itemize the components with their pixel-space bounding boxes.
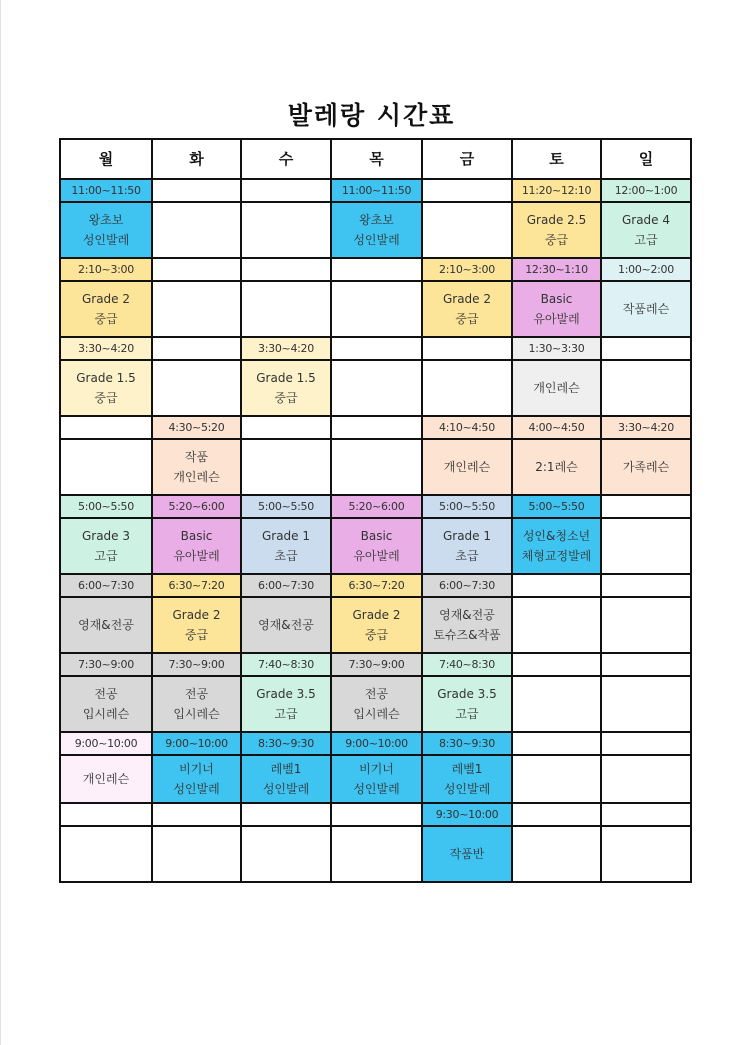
time-slot-sun [601,495,691,518]
time-slot-tue [152,803,241,826]
time-slot-sat [512,803,601,826]
time-slot-mon [60,803,152,826]
class-cell-mon [60,826,152,882]
time-slot-wed: 7:40~8:30 [241,653,331,676]
class-cell-thu: 전공 입시레슨 [331,676,422,732]
time-slot-tue: 4:30~5:20 [152,416,241,439]
time-slot-sat [512,653,601,676]
class-cell-sat [512,755,601,803]
class-row [60,360,691,416]
page-edge [0,0,1,1045]
time-slot-sat: 5:00~5:50 [512,495,601,518]
class-cell-tue [152,360,241,416]
day-header-tue: 화 [152,139,241,179]
timetable-body [60,139,691,882]
class-cell-sun [601,755,691,803]
class-cell-sat: Basic 유아발레 [512,281,601,337]
time-slot-thu: 6:30~7:20 [331,574,422,597]
time-slot-mon: 6:00~7:30 [60,574,152,597]
class-row [60,439,691,495]
class-cell-sat: 2:1레슨 [512,439,601,495]
time-slot-wed [241,416,331,439]
time-slot-wed [241,179,331,202]
time-slot-wed: 3:30~4:20 [241,337,331,360]
class-cell-mon: 개인레슨 [60,755,152,803]
class-cell-sun [601,360,691,416]
time-slot-sat [512,574,601,597]
class-row [60,676,691,732]
class-cell-thu: Basic 유아발레 [331,518,422,574]
class-cell-wed [241,439,331,495]
class-cell-thu: Grade 2 중급 [331,597,422,653]
class-row [60,755,691,803]
class-cell-sat [512,597,601,653]
class-cell-wed: 영재&전공 [241,597,331,653]
class-cell-fri: Grade 1 초급 [422,518,512,574]
time-row [60,803,691,826]
time-slot-fri: 8:30~9:30 [422,732,512,755]
class-cell-sat [512,676,601,732]
class-cell-sun: 가족레슨 [601,439,691,495]
page-title: 발레랑 시간표 [287,101,456,130]
class-cell-fri: 영재&전공 토슈즈&작품 [422,597,512,653]
class-cell-sat: 개인레슨 [512,360,601,416]
day-header-row [60,139,691,179]
class-cell-sun [601,676,691,732]
class-cell-tue: Grade 2 중급 [152,597,241,653]
time-slot-sun: 3:30~4:20 [601,416,691,439]
time-slot-mon: 3:30~4:20 [60,337,152,360]
class-cell-tue: Basic 유아발레 [152,518,241,574]
class-cell-tue [152,281,241,337]
time-slot-fri: 5:00~5:50 [422,495,512,518]
time-slot-sun [601,653,691,676]
time-slot-wed: 6:00~7:30 [241,574,331,597]
class-cell-sun [601,826,691,882]
class-cell-mon: 전공 입시레슨 [60,676,152,732]
class-cell-sat: Grade 2.5 중급 [512,202,601,258]
class-cell-wed: Grade 1.5 중급 [241,360,331,416]
time-row [60,732,691,755]
time-slot-sun: 1:00~2:00 [601,258,691,281]
class-cell-wed [241,202,331,258]
time-slot-fri: 7:40~8:30 [422,653,512,676]
time-slot-thu [331,258,422,281]
time-slot-fri: 6:00~7:30 [422,574,512,597]
time-slot-sat: 11:20~12:10 [512,179,601,202]
day-header-mon: 월 [60,139,152,179]
day-header-fri: 금 [422,139,512,179]
class-row [60,597,691,653]
class-cell-thu [331,360,422,416]
class-cell-mon: 영재&전공 [60,597,152,653]
day-header-sat: 토 [512,139,601,179]
class-cell-wed [241,281,331,337]
class-cell-fri: Grade 2 중급 [422,281,512,337]
time-slot-wed: 8:30~9:30 [241,732,331,755]
class-cell-fri [422,360,512,416]
class-cell-fri: 작품반 [422,826,512,882]
day-header-sun: 일 [601,139,691,179]
class-cell-sat [512,826,601,882]
class-cell-mon: 왕초보 성인발레 [60,202,152,258]
time-slot-fri: 2:10~3:00 [422,258,512,281]
time-slot-fri: 4:10~4:50 [422,416,512,439]
class-cell-mon: Grade 2 중급 [60,281,152,337]
time-slot-sat [512,732,601,755]
time-slot-thu: 5:20~6:00 [331,495,422,518]
class-cell-sun [601,597,691,653]
class-cell-thu [331,439,422,495]
time-slot-fri [422,337,512,360]
time-slot-mon: 11:00~11:50 [60,179,152,202]
class-cell-fri: 레벨1 성인발레 [422,755,512,803]
time-row [60,258,691,281]
class-cell-wed [241,826,331,882]
time-slot-tue [152,258,241,281]
time-slot-thu: 9:00~10:00 [331,732,422,755]
class-cell-sun [601,518,691,574]
class-cell-wed: Grade 1 초급 [241,518,331,574]
time-slot-wed [241,803,331,826]
class-row [60,518,691,574]
class-cell-mon: Grade 1.5 중급 [60,360,152,416]
class-cell-thu [331,826,422,882]
class-row [60,202,691,258]
class-cell-sat: 성인&청소년 체형교정발레 [512,518,601,574]
time-slot-tue: 7:30~9:00 [152,653,241,676]
class-cell-fri: Grade 3.5 고급 [422,676,512,732]
time-slot-tue [152,179,241,202]
time-row [60,574,691,597]
class-cell-fri [422,202,512,258]
timetable [59,138,692,883]
time-slot-sun [601,803,691,826]
time-slot-sat: 12:30~1:10 [512,258,601,281]
class-cell-tue: 비기너 성인발레 [152,755,241,803]
class-cell-sun: 작품레슨 [601,281,691,337]
class-cell-mon [60,439,152,495]
time-slot-wed [241,258,331,281]
class-cell-thu [331,281,422,337]
time-slot-sun [601,337,691,360]
time-row [60,416,691,439]
time-slot-thu: 11:00~11:50 [331,179,422,202]
time-row [60,495,691,518]
class-cell-tue: 작품 개인레슨 [152,439,241,495]
time-slot-sat: 4:00~4:50 [512,416,601,439]
time-slot-mon: 2:10~3:00 [60,258,152,281]
day-header-thu: 목 [331,139,422,179]
time-slot-tue: 9:00~10:00 [152,732,241,755]
time-slot-thu [331,803,422,826]
time-row [60,179,691,202]
class-cell-tue [152,202,241,258]
class-cell-tue: 전공 입시레슨 [152,676,241,732]
class-cell-tue [152,826,241,882]
time-slot-sat: 1:30~3:30 [512,337,601,360]
time-slot-thu [331,416,422,439]
class-cell-wed: 레벨1 성인발레 [241,755,331,803]
time-slot-fri [422,179,512,202]
time-row [60,653,691,676]
time-slot-mon: 5:00~5:50 [60,495,152,518]
time-slot-mon: 9:00~10:00 [60,732,152,755]
class-row [60,281,691,337]
class-cell-fri: 개인레슨 [422,439,512,495]
time-slot-sun [601,574,691,597]
day-header-wed: 수 [241,139,331,179]
time-slot-tue: 6:30~7:20 [152,574,241,597]
time-row [60,337,691,360]
time-slot-thu: 7:30~9:00 [331,653,422,676]
class-cell-thu: 왕초보 성인발레 [331,202,422,258]
class-cell-thu: 비기너 성인발레 [331,755,422,803]
class-cell-mon: Grade 3 고급 [60,518,152,574]
time-slot-mon [60,416,152,439]
time-slot-mon: 7:30~9:00 [60,653,152,676]
class-row [60,826,691,882]
class-cell-sun: Grade 4 고급 [601,202,691,258]
time-slot-fri: 9:30~10:00 [422,803,512,826]
class-cell-wed: Grade 3.5 고급 [241,676,331,732]
time-slot-sun [601,732,691,755]
time-slot-tue: 5:20~6:00 [152,495,241,518]
time-slot-thu [331,337,422,360]
time-slot-sun: 12:00~1:00 [601,179,691,202]
time-slot-tue [152,337,241,360]
time-slot-wed: 5:00~5:50 [241,495,331,518]
